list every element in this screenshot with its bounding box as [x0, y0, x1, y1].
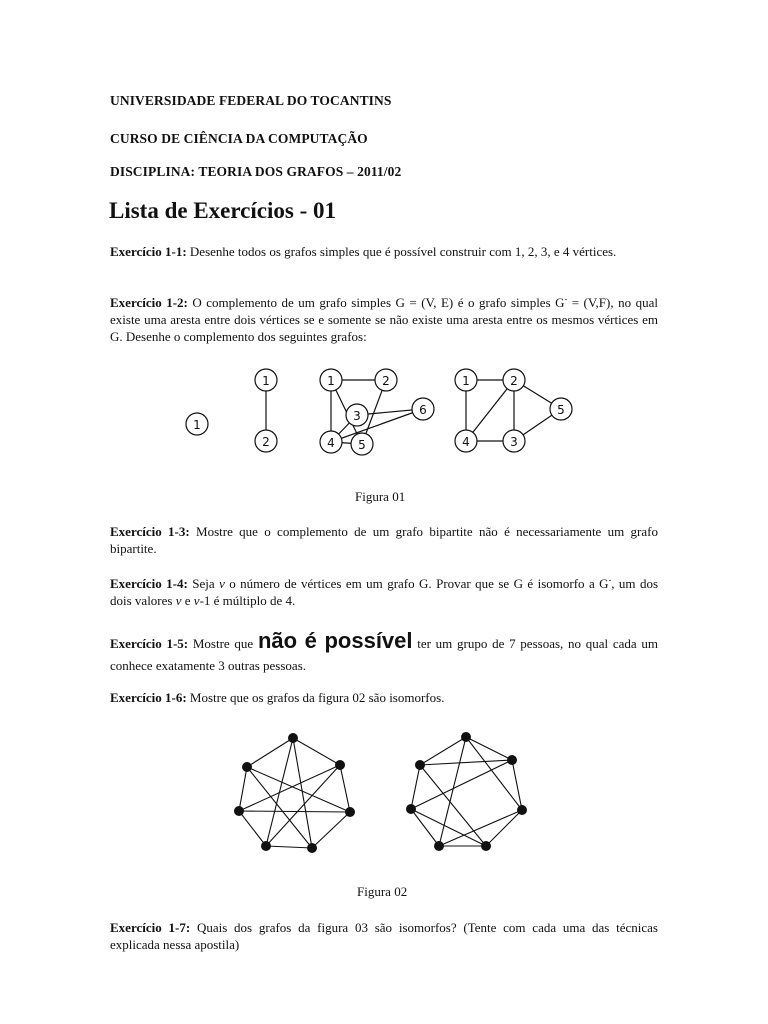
figure-02 [234, 732, 527, 853]
graph-left-edges [239, 738, 350, 848]
graph-left-vertex [234, 806, 244, 816]
exercise-text: , um dos dois valores [110, 576, 658, 608]
vertex-label: 2 [382, 374, 390, 388]
exercise-label: Exercício 1-2: [110, 295, 188, 310]
vertex-label: 1 [193, 418, 201, 432]
page-title: Lista de Exercícios - 01 [109, 198, 336, 223]
exercise-text: ter um grupo de 7 pessoas, no qual cada um conhece exatamente 3 outras pessoas. [110, 636, 658, 673]
exercise-text: -1 é múltiplo de 4. [199, 593, 296, 608]
vertex-label: 3 [510, 435, 518, 449]
graph-left-vertex [307, 843, 317, 853]
exercise-text: Mostre que o complemento de um grafo bipartite não é necessariamente um grafo bipartite. [110, 524, 658, 556]
exercise-1-7 [110, 919, 658, 953]
complement-mark: - [564, 294, 568, 304]
graph-right-vertex [434, 841, 444, 851]
exercise-text: Seja [187, 576, 220, 591]
graph-left-vertex [345, 807, 355, 817]
exercise-text: o número de vértices em um grafo G. Provar que se G é isomorfo a G [224, 576, 609, 591]
graph-left-vertex [242, 762, 252, 772]
emphasis-text: não é possível [257, 628, 413, 653]
course-heading: CURSO DE CIÊNCIA DA COMPUTAÇÃO [110, 131, 368, 146]
graph-c-edges [331, 380, 423, 444]
vertex-label: 6 [419, 403, 427, 417]
exercise-1-3 [110, 523, 658, 557]
discipline-heading: DISCIPLINA: TEORIA DOS GRAFOS – 2011/02 [110, 164, 402, 179]
exercise-label: Exercício 1-1: [110, 244, 187, 259]
graph-left-vertex [335, 760, 345, 770]
exercise-label: Exercício 1-5: [110, 636, 189, 651]
vertex-label: 4 [327, 436, 335, 450]
graph-left-vertex [261, 841, 271, 851]
exercise-1-4 [110, 575, 658, 609]
vertex-label: 1 [462, 374, 470, 388]
graph-right-vertex [517, 805, 527, 815]
vertex-label: 2 [510, 374, 518, 388]
vertex-label: 4 [462, 435, 470, 449]
figure-02-caption: Figura 02 [357, 884, 408, 899]
exercise-text: Mostre que os grafos da figura 02 são isomorfos. [186, 690, 445, 705]
vertex-label: 5 [557, 403, 565, 417]
vertex-label: 1 [262, 374, 270, 388]
graph-right-vertex [507, 755, 517, 765]
graph-right-vertex [481, 841, 491, 851]
exercise-text: e [181, 593, 194, 608]
vertex-label: 5 [358, 438, 366, 452]
graph-right-edges [411, 737, 522, 846]
exercise-text: Quais dos grafos da figura 03 são isomorfos? (Tente com cada uma das técnicas explicada nessa apostila) [110, 920, 658, 952]
vertex-label: 1 [327, 374, 335, 388]
exercise-text: Desenhe todos os grafos simples que é possível construir com 1, 2, 3, e 4 vértices. [186, 244, 617, 259]
exercise-text: Mostre que [188, 636, 258, 651]
exercise-label: Exercício 1-4: [110, 576, 188, 591]
graph-right-vertex [406, 804, 416, 814]
exercise-text: O complemento de um grafo simples G = (V, E) é o grafo simples G [187, 295, 565, 310]
graph-right-vertex [461, 732, 471, 742]
complement-mark: - [608, 575, 612, 585]
exercise-label: Exercício 1-6: [110, 690, 187, 705]
exercise-label: Exercício 1-3: [110, 524, 190, 539]
exercise-1-6 [110, 689, 658, 706]
variable-v: v [219, 576, 225, 591]
graph-right-vertex [415, 760, 425, 770]
exercise-1-5 [110, 628, 658, 677]
graph-left-vertex [288, 733, 298, 743]
exercise-label: Exercício 1-7: [110, 920, 191, 935]
figure-01-caption: Figura 01 [355, 489, 406, 504]
variable-v: v [193, 593, 200, 608]
exercise-text: = (V,F), no qual existe uma aresta entre dois vértices se e somente se não existe uma aresta entre os mesmos vértices em G. Desenhe o complemento dos seguintes grafos: [110, 295, 658, 344]
vertex-label: 2 [262, 435, 270, 449]
variable-v: v [175, 593, 182, 608]
university-heading: UNIVERSIDADE FEDERAL DO TOCANTINS [110, 93, 392, 108]
vertex-label: 3 [353, 409, 361, 423]
